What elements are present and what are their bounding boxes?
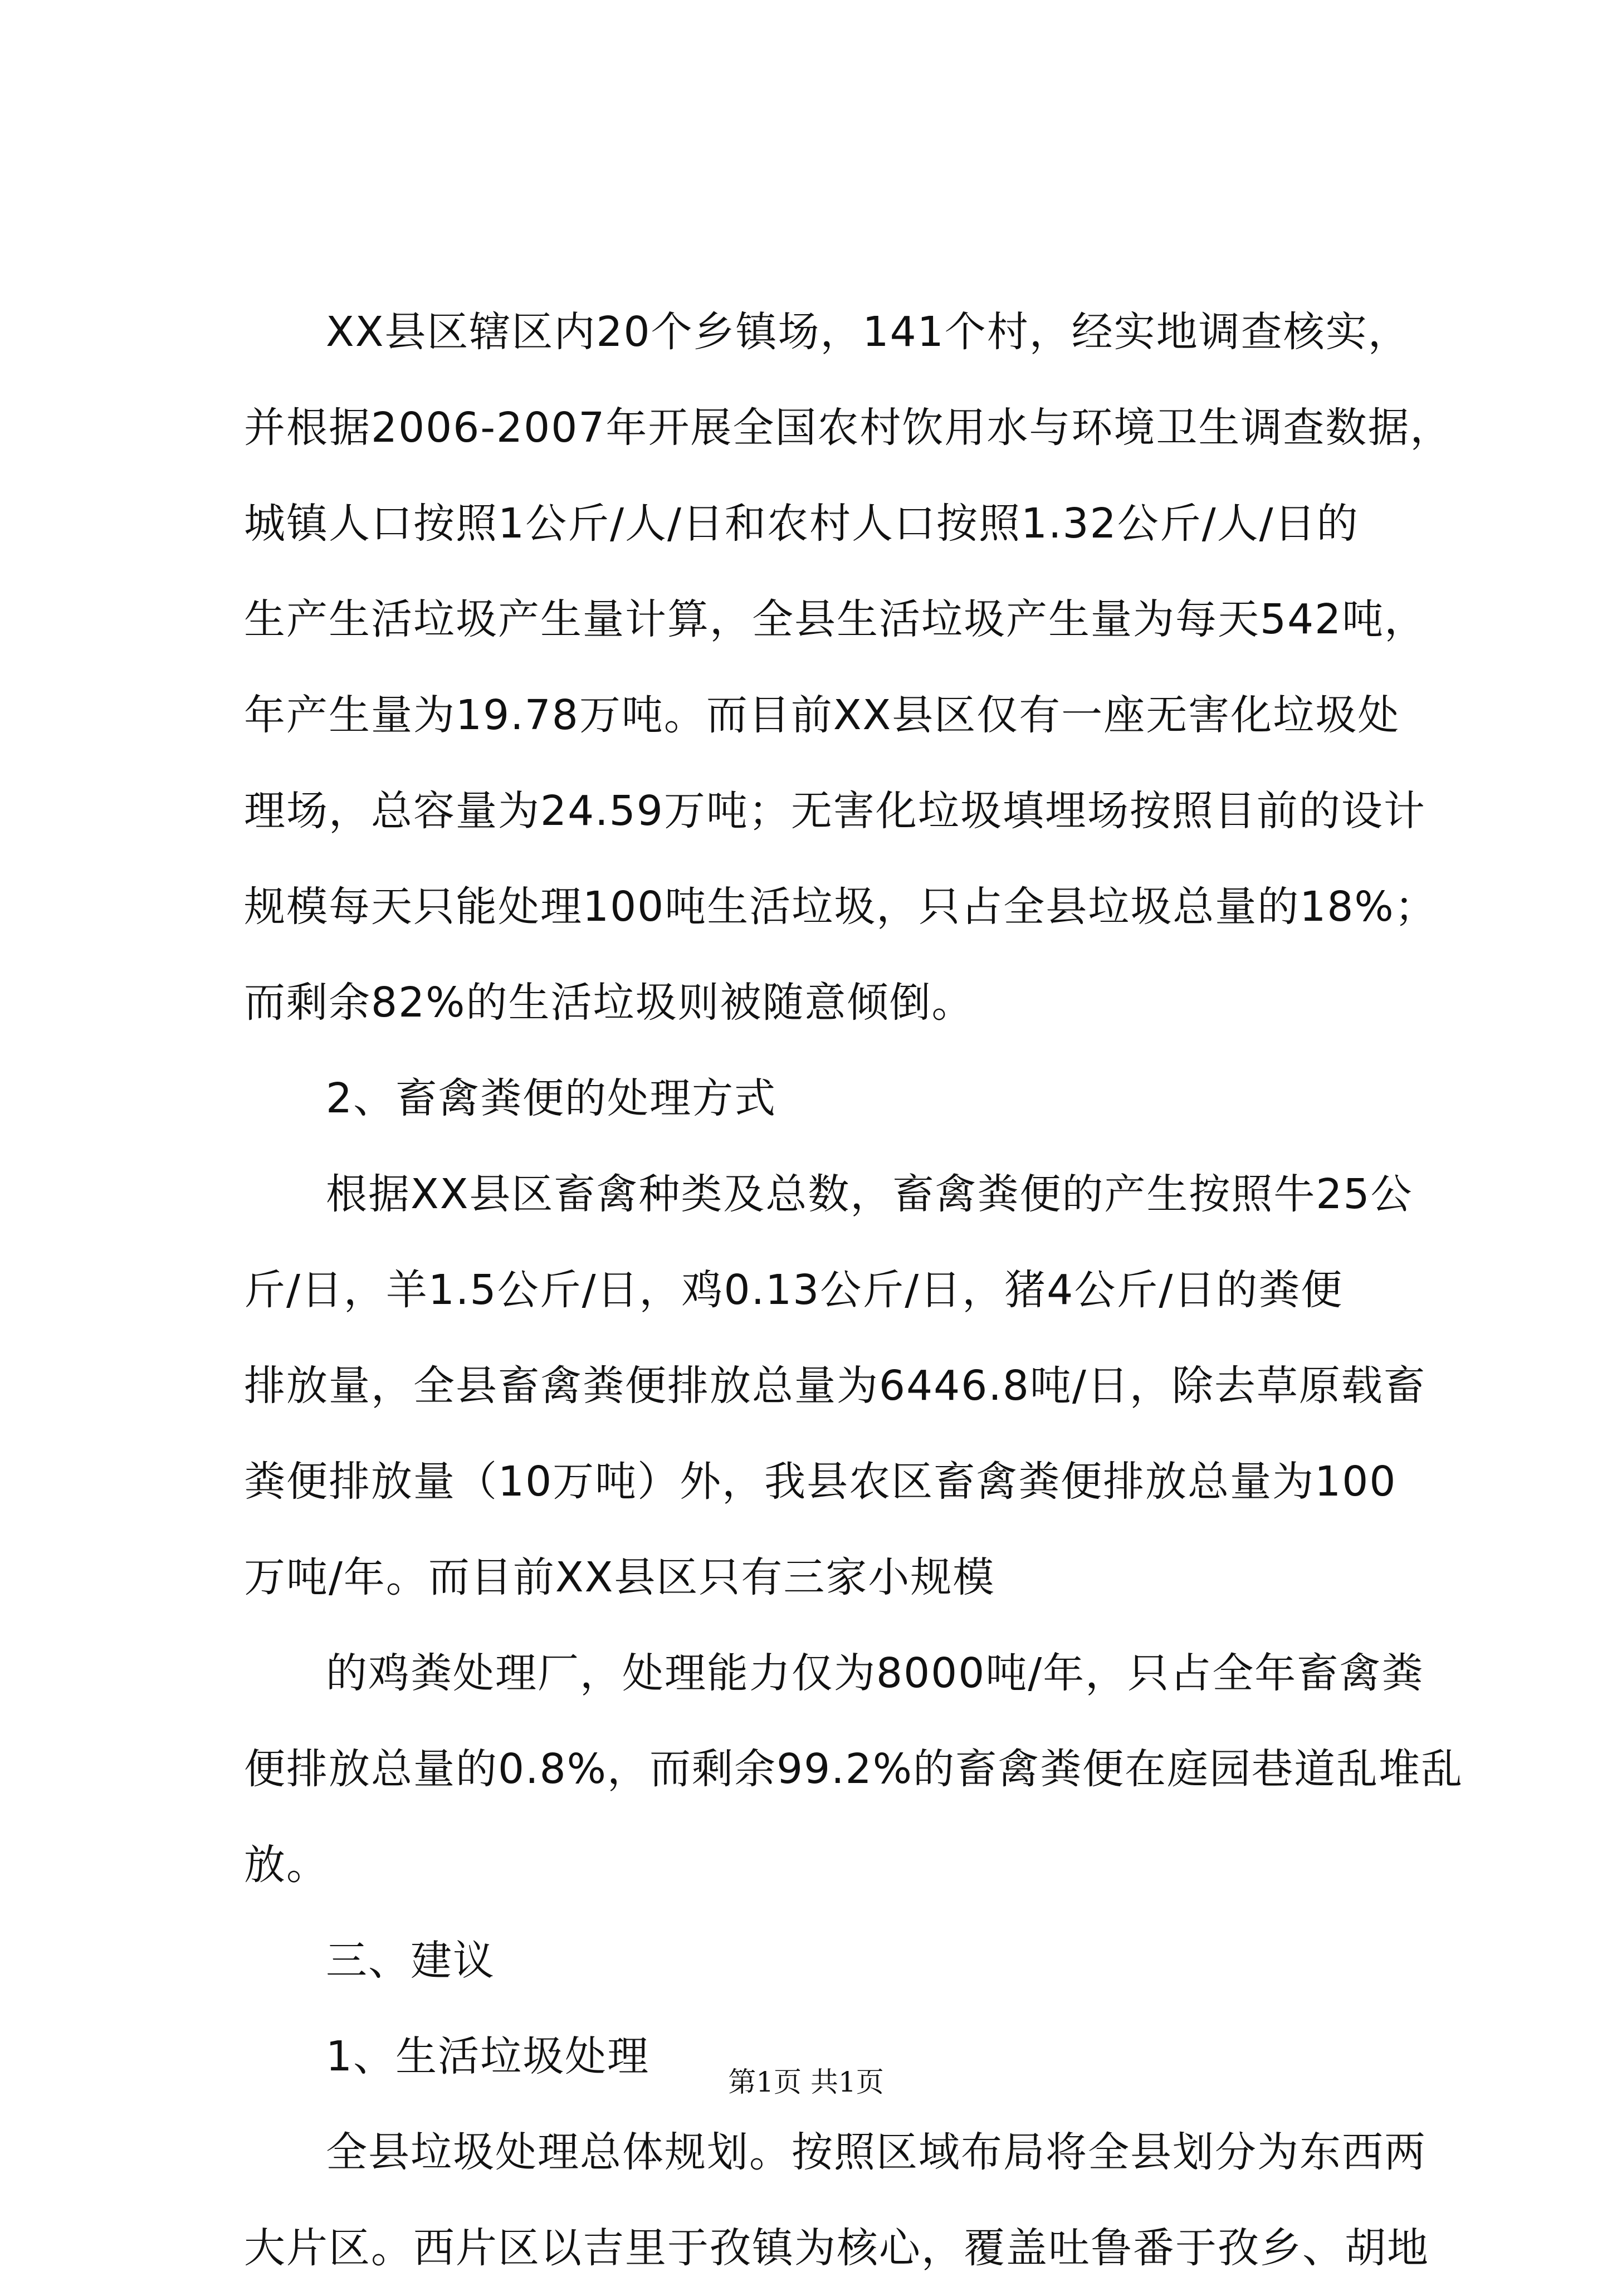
text-line: XX县区辖区内20个乡镇场，141个村，经实地调查核实，	[326, 308, 1410, 356]
document-body	[244, 284, 1464, 2296]
text-line: 规模每天只能处理100吨生活垃圾，只占全县垃圾总量的18%；	[244, 883, 1437, 931]
paragraph-manure-statistics	[244, 1146, 1426, 1625]
heading-line: 三、建议	[326, 1937, 495, 1985]
text-line: 放。	[244, 1841, 329, 1889]
text-line: 生产生活垃圾产生量计算，全县生活垃圾产生量为每天542吨，	[244, 595, 1427, 643]
text-line: 年产生量为19.78万吨。而目前XX县区仅有一座无害化垃圾处	[244, 691, 1400, 739]
text-line: 而剩余82%的生活垃圾则被随意倾倒。	[244, 979, 974, 1027]
text-line: 排放量，全县畜禽粪便排放总量为6446.8吨/日，除去草原载畜	[244, 1362, 1426, 1410]
text-line: 便排放总量的0.8%，而剩余99.2%的畜禽粪便在庭园巷道乱堆乱	[244, 1745, 1464, 1793]
paragraph-garbage-plan	[244, 2104, 1429, 2296]
text-line: 大片区。西片区以吉里于孜镇为核心，覆盖吐鲁番于孜乡、胡地	[244, 2224, 1429, 2272]
text-line: 万吨/年。而目前XX县区只有三家小规模	[244, 1554, 995, 1601]
section-heading-manure	[244, 1051, 1403, 1146]
paragraph-manure-processing	[244, 1625, 1464, 1913]
text-line: 城镇人口按照1公斤/人/日和农村人口按照1.32公斤/人/日的	[244, 500, 1359, 548]
text-line: 粪便排放量（10万吨）外，我县农区畜禽粪便排放总量为100	[244, 1458, 1397, 1506]
text-line: 全县垃圾处理总体规划。按照区域布局将全县划分为东西两	[326, 2128, 1427, 2176]
text-line: 根据XX县区畜禽种类及总数，畜禽粪便的产生按照牛25公	[326, 1170, 1413, 1218]
text-line: 理场，总容量为24.59万吨；无害化垃圾填埋场按照目前的设计	[244, 787, 1426, 835]
text-line: 并根据2006-2007年开展全国农村饮用水与环境卫生调查数据，	[244, 404, 1453, 452]
text-line: 的鸡粪处理厂，处理能力仅为8000吨/年，只占全年畜禽粪	[326, 1649, 1424, 1697]
heading-line: 2、畜禽粪便的处理方式	[326, 1074, 777, 1122]
page-footer: 第1页 共1页	[728, 2066, 884, 2098]
heading-line: 1、生活垃圾处理	[326, 2033, 650, 2080]
section-heading-suggestions	[244, 1913, 1403, 2009]
text-line: 斤/日，羊1.5公斤/日，鸡0.13公斤/日，猪4公斤/日的粪便	[244, 1266, 1344, 1314]
paragraph-garbage-statistics	[244, 284, 1453, 1051]
